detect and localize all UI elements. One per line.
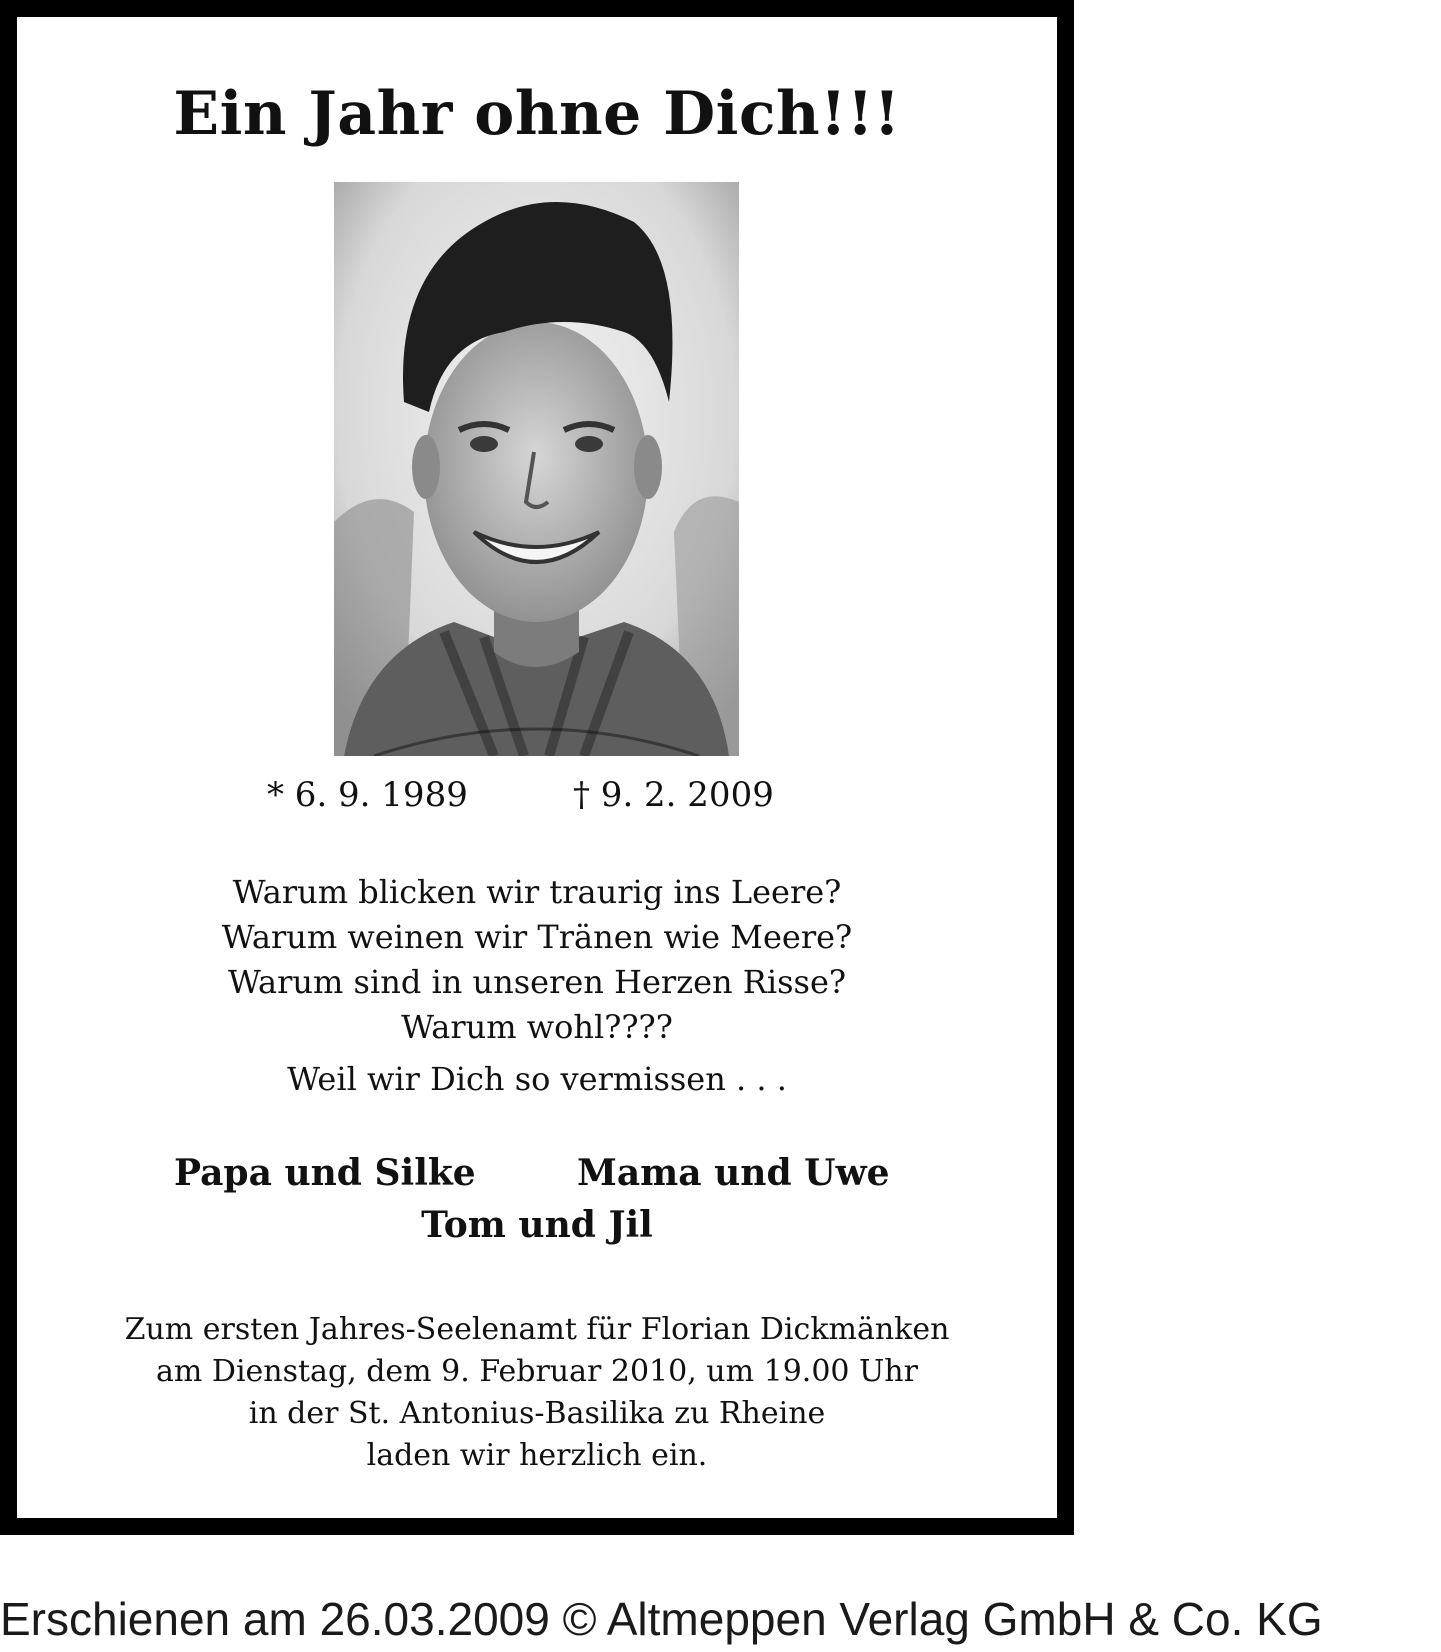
- portrait-illustration: [334, 182, 739, 756]
- poem-line: Warum sind in unseren Herzen Risse?: [227, 963, 847, 1001]
- portrait-photo: [334, 182, 739, 756]
- death-date: † 9. 2. 2009: [573, 775, 774, 815]
- poem-line: Warum blicken wir traurig ins Leere?: [232, 873, 842, 911]
- signer-tom-jil: Tom und Jil: [421, 1204, 653, 1246]
- notice-title: Ein Jahr ohne Dich!!!: [173, 79, 901, 149]
- publication-footer: Erschienen am 26.03.2009 © Altmeppen Verlag GmbH & Co. KG: [0, 1593, 1323, 1645]
- poem-closing-line: Weil wir Dich so vermissen . . .: [287, 1060, 787, 1098]
- invitation-line: am Dienstag, dem 9. Februar 2010, um 19.00 Uhr: [156, 1354, 918, 1389]
- poem: [17, 870, 1057, 1050]
- signer-papa-silke: Papa und Silke: [174, 1152, 476, 1194]
- invitation-text: [17, 1309, 1057, 1477]
- invitation-line: in der St. Antonius-Basilika zu Rheine: [248, 1396, 826, 1431]
- invitation-line: laden wir herzlich ein.: [366, 1438, 708, 1473]
- invitation-line: Zum ersten Jahres-Seelenamt für Florian Dickmänken: [124, 1312, 950, 1347]
- poem-line: Warum weinen wir Tränen wie Meere?: [221, 918, 853, 956]
- poem-line: Warum wohl????: [401, 1008, 673, 1046]
- signer-mama-uwe: Mama und Uwe: [577, 1152, 890, 1194]
- birth-date: * 6. 9. 1989: [267, 775, 468, 815]
